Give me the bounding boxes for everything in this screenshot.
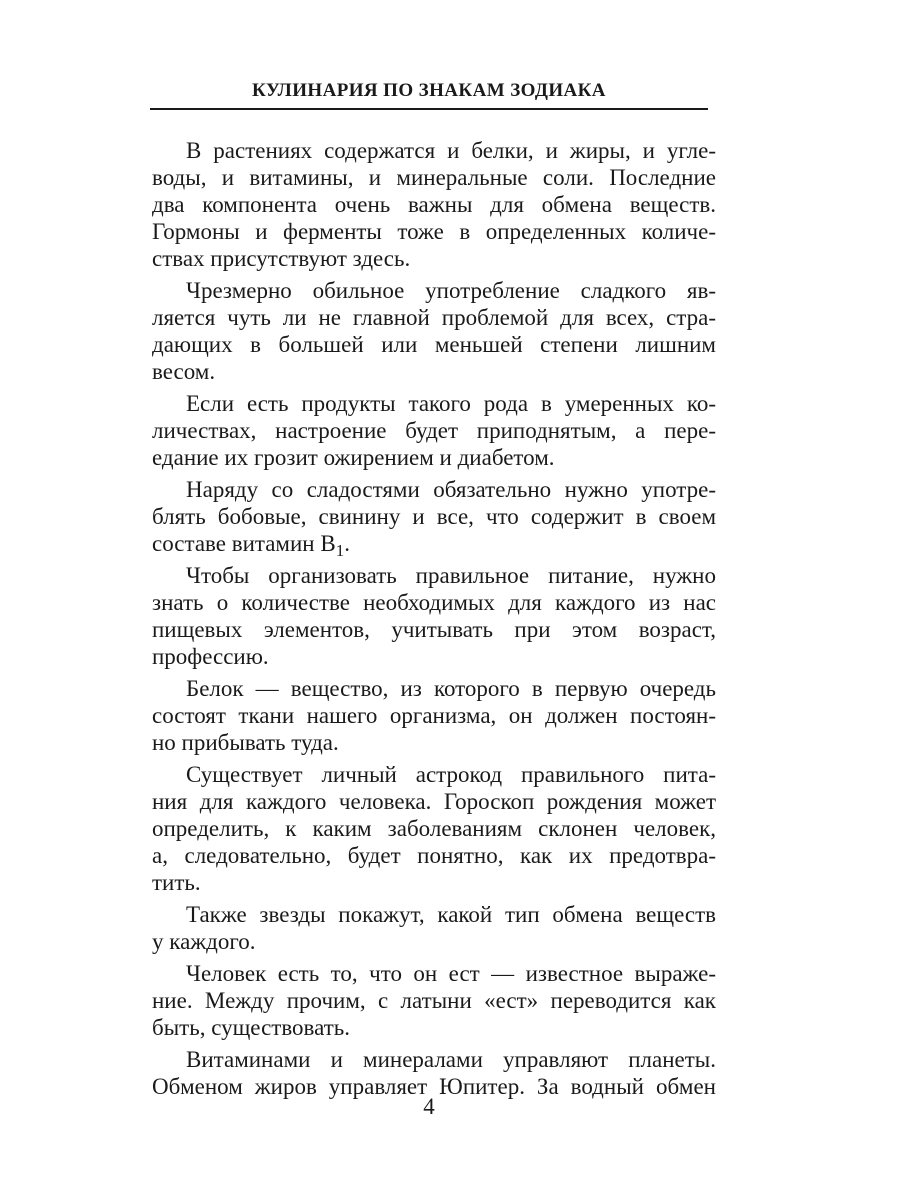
text-line: Также звезды покажут, какой тип обмена веществ [186,902,716,927]
paragraph [152,761,716,896]
text-line: дающих в большей или меньшей степени лишним [152,332,716,357]
text-line: у каждого. [152,929,256,954]
text-line: Существует личный астрокод правильного пита- [186,762,716,787]
paragraph [152,277,716,385]
paragraph [152,562,716,670]
text-line: Чрезмерно обильное употребление сладкого яв- [186,278,716,303]
text-line: тить. [152,870,201,895]
text-line: профессию. [152,644,269,669]
text-line: Обменом жиров управляет Юпитер. За водный обмен [152,1074,716,1099]
text-line: Белок — вещество, из которого в первую очередь [186,676,716,701]
text-line: быть, существовать. [152,1015,351,1040]
paragraph [152,675,716,756]
text-line: знать о количестве необходимых для каждого из нас [152,590,716,615]
page-number: 4 [423,1094,435,1119]
text-line: два компонента очень важны для обмена веществ. [152,192,716,217]
text-line: а, следовательно, будет понятно, как их предотвра- [152,843,716,868]
text-line: ляется чуть ли не главной проблемой для всех, стра- [152,305,716,330]
text-line: Гормоны и ферменты тоже в определенных количе- [152,219,716,244]
paragraph [152,137,716,272]
text-line: ствах присутствуют здесь. [152,246,411,271]
text-line: личествах, настроение будет приподнятым, а пере- [152,418,716,443]
text-line: пищевых элементов, учитывать при этом возраст, [152,617,716,642]
paragraph [152,960,716,1041]
text-line: весом. [152,359,216,384]
header-rule [150,108,708,110]
body-text [152,137,716,1100]
text-line: но прибывать туда. [152,730,339,755]
text-line [152,530,716,560]
text-fragment: . [344,531,350,556]
text-line: блять бобовые, свинину и все, что содержит в своем [152,504,716,529]
paragraph [152,390,716,471]
text-line: Человек есть то, что он ест — известное выраже- [186,961,716,986]
paragraph [152,1046,716,1100]
text-line: Если есть продукты такого рода в умеренных ко- [186,391,716,416]
text-line: воды, и витамины, и минеральные соли. Последние [152,165,716,190]
paragraph [152,476,716,560]
text-line: Чтобы организовать правильное питание, нужно [186,563,716,588]
text-line: состоят ткани нашего организма, он должен постоян- [152,703,716,728]
running-head: КУЛИНАРИЯ ПО ЗНАКАМ ЗОДИАКА [252,80,606,101]
text-line: ния для каждого человека. Гороскоп рождения может [152,789,716,814]
text-line: В растениях содержатся и белки, и жиры, и угле- [186,138,716,163]
text-line: Витаминами и минералами управляют планеты. [186,1047,716,1072]
text-line: ние. Между прочим, с латыни «ест» переводится как [152,988,716,1013]
text-line: едание их грозит ожирением и диабетом. [152,445,555,470]
text-line: Наряду со сладостями обязательно нужно употре- [186,477,716,502]
paragraph [152,901,716,955]
text-fragment: составе витамин В [152,531,336,556]
subscript: 1 [335,541,345,560]
text-line: определить, к каким заболеваниям склонен человек, [152,816,716,841]
